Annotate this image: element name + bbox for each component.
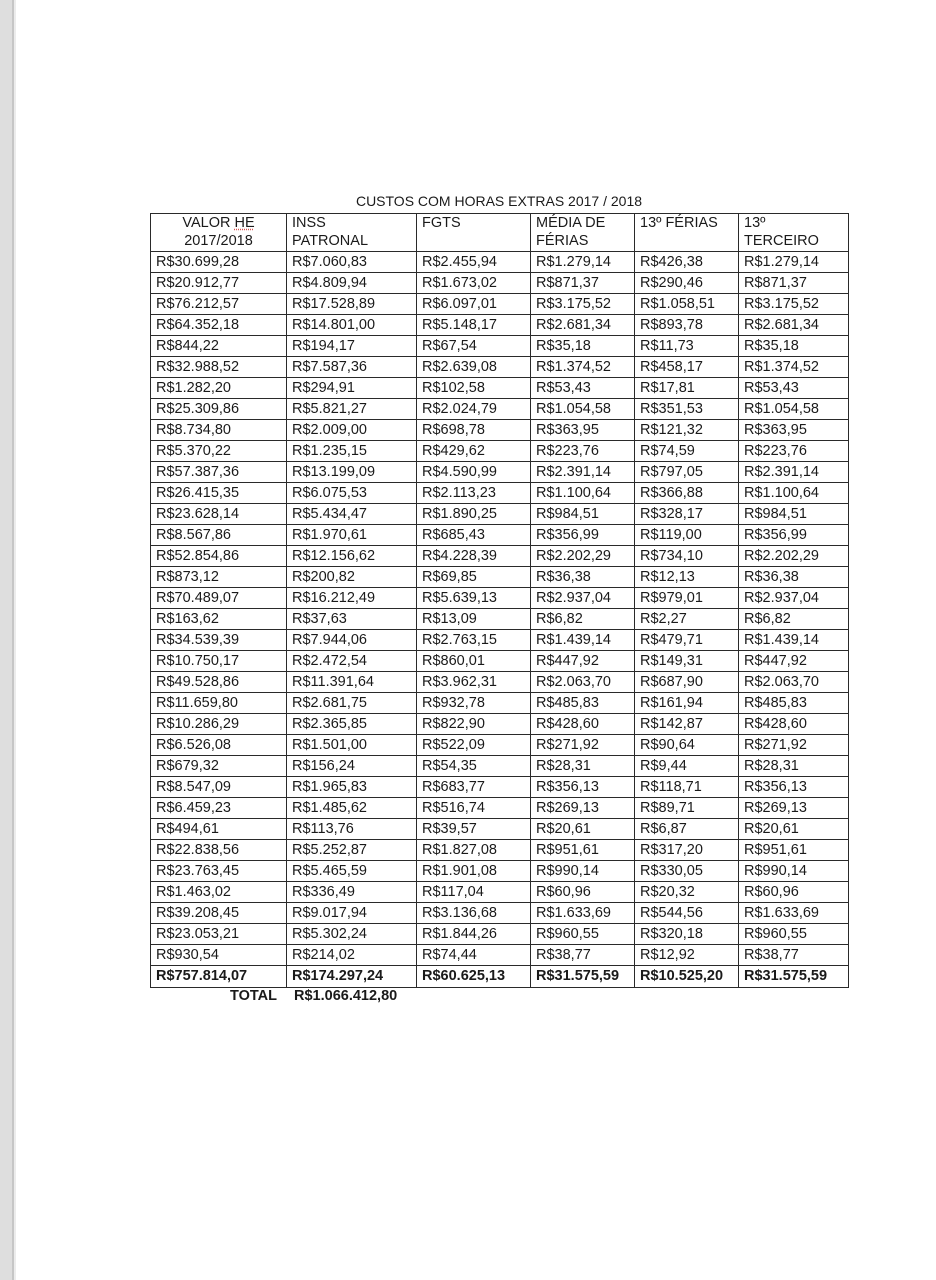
table-cell: R$8.567,86 xyxy=(151,525,287,546)
table-cell: R$39,57 xyxy=(417,819,531,840)
table-cell: R$1.374,52 xyxy=(531,357,635,378)
table-cell: R$1.844,26 xyxy=(417,924,531,945)
table-cell: R$294,91 xyxy=(287,378,417,399)
table-cell: R$113,76 xyxy=(287,819,417,840)
table-cell: R$873,12 xyxy=(151,567,287,588)
table-cell: R$1.282,20 xyxy=(151,378,287,399)
table-cell: R$271,92 xyxy=(531,735,635,756)
table-cell: R$1.054,58 xyxy=(531,399,635,420)
table-cell: R$2.391,14 xyxy=(531,462,635,483)
table-row xyxy=(151,819,849,840)
table-cell: R$118,71 xyxy=(635,777,739,798)
table-cell: R$363,95 xyxy=(531,420,635,441)
table-cell: R$36,38 xyxy=(531,567,635,588)
table-cell: R$57.387,36 xyxy=(151,462,287,483)
table-cell: R$1.439,14 xyxy=(739,630,849,651)
table-cell: R$271,92 xyxy=(739,735,849,756)
total-cell: R$31.575,59 xyxy=(739,966,849,988)
table-cell: R$30.699,28 xyxy=(151,252,287,273)
table-cell: R$54,35 xyxy=(417,756,531,777)
table-cell: R$860,01 xyxy=(417,651,531,672)
table-cell: R$1.058,51 xyxy=(635,294,739,315)
table-row xyxy=(151,735,849,756)
table-cell: R$3.175,52 xyxy=(739,294,849,315)
header-text: 2017/2018 xyxy=(184,233,253,249)
table-cell: R$1.463,02 xyxy=(151,882,287,903)
table-cell: R$200,82 xyxy=(287,567,417,588)
header-text: VALOR xyxy=(182,215,235,231)
table-row xyxy=(151,945,849,966)
table-cell: R$871,37 xyxy=(531,273,635,294)
table-cell: R$990,14 xyxy=(739,861,849,882)
table-cell: R$479,71 xyxy=(635,630,739,651)
table-cell: R$11.391,64 xyxy=(287,672,417,693)
table-cell: R$76.212,57 xyxy=(151,294,287,315)
table-cell: R$428,60 xyxy=(531,714,635,735)
table-cell: R$70.489,07 xyxy=(151,588,287,609)
table-cell: R$687,90 xyxy=(635,672,739,693)
table-row xyxy=(151,798,849,819)
table-header-row xyxy=(151,214,849,252)
table-cell: R$1.890,25 xyxy=(417,504,531,525)
table-cell: R$16.212,49 xyxy=(287,588,417,609)
table-cell: R$194,17 xyxy=(287,336,417,357)
table-row xyxy=(151,882,849,903)
table-cell: R$49.528,86 xyxy=(151,672,287,693)
table-row xyxy=(151,714,849,735)
table-cell: R$871,37 xyxy=(739,273,849,294)
header-valor-he xyxy=(151,214,287,252)
header-inss-patronal xyxy=(287,214,417,252)
table-cell: R$36,38 xyxy=(739,567,849,588)
table-cell: R$12,92 xyxy=(635,945,739,966)
table-cell: R$1.965,83 xyxy=(287,777,417,798)
table-cell: R$38,77 xyxy=(531,945,635,966)
header-media-ferias xyxy=(531,214,635,252)
table-cell: R$6,82 xyxy=(739,609,849,630)
table-cell: R$4.228,39 xyxy=(417,546,531,567)
table-cell: R$4.590,99 xyxy=(417,462,531,483)
table-cell: R$5.465,59 xyxy=(287,861,417,882)
table-cell: R$10.750,17 xyxy=(151,651,287,672)
header-text-spellcheck: HE xyxy=(234,215,255,231)
table-cell: R$2.009,00 xyxy=(287,420,417,441)
table-row xyxy=(151,651,849,672)
table-cell: R$485,83 xyxy=(739,693,849,714)
header-text: 13º FÉRIAS xyxy=(640,215,718,231)
table-cell: R$13,09 xyxy=(417,609,531,630)
table-cell: R$9.017,94 xyxy=(287,903,417,924)
table-cell: R$6.075,53 xyxy=(287,483,417,504)
overtime-costs-table xyxy=(150,213,849,988)
table-row xyxy=(151,609,849,630)
table-cell: R$90,64 xyxy=(635,735,739,756)
table-row xyxy=(151,378,849,399)
table-cell: R$2,27 xyxy=(635,609,739,630)
table-cell: R$17,81 xyxy=(635,378,739,399)
table-cell: R$1.279,14 xyxy=(531,252,635,273)
table-row xyxy=(151,252,849,273)
table-cell: R$60,96 xyxy=(531,882,635,903)
table-cell: R$67,54 xyxy=(417,336,531,357)
table-row xyxy=(151,672,849,693)
total-cell: R$757.814,07 xyxy=(151,966,287,988)
table-cell: R$290,46 xyxy=(635,273,739,294)
table-cell: R$683,77 xyxy=(417,777,531,798)
table-body xyxy=(151,252,849,966)
header-text: PATRONAL xyxy=(292,233,369,249)
table-cell: R$2.365,85 xyxy=(287,714,417,735)
table-row xyxy=(151,294,849,315)
table-cell: R$1.279,14 xyxy=(739,252,849,273)
header-text: MÉDIA DE xyxy=(536,215,606,231)
table-cell: R$6.526,08 xyxy=(151,735,287,756)
table-cell: R$28,31 xyxy=(739,756,849,777)
table-cell: R$447,92 xyxy=(739,651,849,672)
table-cell: R$990,14 xyxy=(531,861,635,882)
table-cell: R$20.912,77 xyxy=(151,273,287,294)
table-cell: R$69,85 xyxy=(417,567,531,588)
table-row xyxy=(151,588,849,609)
table-cell: R$1.100,64 xyxy=(739,483,849,504)
table-cell: R$1.374,52 xyxy=(739,357,849,378)
table-cell: R$9,44 xyxy=(635,756,739,777)
table-row xyxy=(151,840,849,861)
table-cell: R$64.352,18 xyxy=(151,315,287,336)
table-cell: R$330,05 xyxy=(635,861,739,882)
table-cell: R$121,32 xyxy=(635,420,739,441)
table-cell: R$336,49 xyxy=(287,882,417,903)
table-cell: R$685,43 xyxy=(417,525,531,546)
table-cell: R$53,43 xyxy=(531,378,635,399)
table-cell: R$1.633,69 xyxy=(531,903,635,924)
table-cell: R$6.459,23 xyxy=(151,798,287,819)
table-cell: R$23.763,45 xyxy=(151,861,287,882)
table-cell: R$366,88 xyxy=(635,483,739,504)
table-cell: R$356,13 xyxy=(531,777,635,798)
table-cell: R$8.547,09 xyxy=(151,777,287,798)
table-cell: R$1.501,00 xyxy=(287,735,417,756)
table-cell: R$960,55 xyxy=(739,924,849,945)
table-row xyxy=(151,546,849,567)
document-title: CUSTOS COM HORAS EXTRAS 2017 / 2018 xyxy=(355,193,643,209)
table-cell: R$447,92 xyxy=(531,651,635,672)
table-cell: R$2.763,15 xyxy=(417,630,531,651)
table-cell: R$35,18 xyxy=(739,336,849,357)
table-cell: R$1.054,58 xyxy=(739,399,849,420)
header-text: FGTS xyxy=(422,215,461,231)
table-cell: R$979,01 xyxy=(635,588,739,609)
table-cell: R$10.286,29 xyxy=(151,714,287,735)
table-cell: R$458,17 xyxy=(635,357,739,378)
table-cell: R$37,63 xyxy=(287,609,417,630)
table-cell: R$8.734,80 xyxy=(151,420,287,441)
table-cell: R$35,18 xyxy=(531,336,635,357)
table-cell: R$6,87 xyxy=(635,819,739,840)
table-cell: R$6.097,01 xyxy=(417,294,531,315)
table-row xyxy=(151,504,849,525)
table-cell: R$734,10 xyxy=(635,546,739,567)
table-row xyxy=(151,861,849,882)
table-row xyxy=(151,483,849,504)
table-cell: R$39.208,45 xyxy=(151,903,287,924)
table-cell: R$102,58 xyxy=(417,378,531,399)
table-row xyxy=(151,357,849,378)
table-cell: R$317,20 xyxy=(635,840,739,861)
table-cell: R$951,61 xyxy=(531,840,635,861)
table-cell: R$2.681,34 xyxy=(739,315,849,336)
table-cell: R$351,53 xyxy=(635,399,739,420)
table-cell: R$23.053,21 xyxy=(151,924,287,945)
table-cell: R$822,90 xyxy=(417,714,531,735)
table-cell: R$74,59 xyxy=(635,441,739,462)
table-cell: R$1.633,69 xyxy=(739,903,849,924)
table-cell: R$5.148,17 xyxy=(417,315,531,336)
table-cell: R$38,77 xyxy=(739,945,849,966)
table-cell: R$156,24 xyxy=(287,756,417,777)
grand-total xyxy=(230,986,397,1006)
table-cell: R$356,99 xyxy=(739,525,849,546)
table-cell: R$2.063,70 xyxy=(739,672,849,693)
total-cell: R$60.625,13 xyxy=(417,966,531,988)
table-cell: R$485,83 xyxy=(531,693,635,714)
table-cell: R$53,43 xyxy=(739,378,849,399)
total-cell: R$174.297,24 xyxy=(287,966,417,988)
table-cell: R$3.962,31 xyxy=(417,672,531,693)
table-row xyxy=(151,525,849,546)
grand-total-value: R$1.066.412,80 xyxy=(294,988,398,1004)
table-cell: R$32.988,52 xyxy=(151,357,287,378)
table-cell: R$6,82 xyxy=(531,609,635,630)
table-cell: R$52.854,86 xyxy=(151,546,287,567)
table-cell: R$1.100,64 xyxy=(531,483,635,504)
header-13-ferias xyxy=(635,214,739,252)
table-cell: R$320,18 xyxy=(635,924,739,945)
table-cell: R$2.113,23 xyxy=(417,483,531,504)
table-row xyxy=(151,336,849,357)
table-row xyxy=(151,315,849,336)
table-cell: R$930,54 xyxy=(151,945,287,966)
page-edge xyxy=(0,0,14,1280)
table-cell: R$3.175,52 xyxy=(531,294,635,315)
table-row xyxy=(151,756,849,777)
table-cell: R$797,05 xyxy=(635,462,739,483)
table-cell: R$14.801,00 xyxy=(287,315,417,336)
table-row xyxy=(151,924,849,945)
table-cell: R$25.309,86 xyxy=(151,399,287,420)
table-cell: R$2.937,04 xyxy=(739,588,849,609)
table-cell: R$698,78 xyxy=(417,420,531,441)
table-cell: R$20,32 xyxy=(635,882,739,903)
table-cell: R$522,09 xyxy=(417,735,531,756)
table-cell: R$893,78 xyxy=(635,315,739,336)
table-cell: R$12.156,62 xyxy=(287,546,417,567)
table-cell: R$13.199,09 xyxy=(287,462,417,483)
table-cell: R$426,38 xyxy=(635,252,739,273)
table-row xyxy=(151,567,849,588)
table-cell: R$1.235,15 xyxy=(287,441,417,462)
table-cell: R$23.628,14 xyxy=(151,504,287,525)
table-row xyxy=(151,420,849,441)
table-cell: R$4.809,94 xyxy=(287,273,417,294)
table-cell: R$5.821,27 xyxy=(287,399,417,420)
table-row xyxy=(151,777,849,798)
header-text: INSS xyxy=(292,215,326,231)
table-cell: R$844,22 xyxy=(151,336,287,357)
table-cell: R$494,61 xyxy=(151,819,287,840)
header-fgts xyxy=(417,214,531,252)
table-cell: R$117,04 xyxy=(417,882,531,903)
table-cell: R$2.063,70 xyxy=(531,672,635,693)
table-cell: R$74,44 xyxy=(417,945,531,966)
table-cell: R$356,13 xyxy=(739,777,849,798)
table-cell: R$161,94 xyxy=(635,693,739,714)
table-cell: R$984,51 xyxy=(739,504,849,525)
table-cell: R$26.415,35 xyxy=(151,483,287,504)
table-row xyxy=(151,903,849,924)
total-cell: R$31.575,59 xyxy=(531,966,635,988)
table-cell: R$20,61 xyxy=(739,819,849,840)
table-cell: R$2.024,79 xyxy=(417,399,531,420)
table-cell: R$363,95 xyxy=(739,420,849,441)
table-row xyxy=(151,441,849,462)
table-cell: R$1.485,62 xyxy=(287,798,417,819)
table-cell: R$3.136,68 xyxy=(417,903,531,924)
table-row xyxy=(151,630,849,651)
table-cell: R$1.673,02 xyxy=(417,273,531,294)
grand-total-label: TOTAL xyxy=(230,988,277,1004)
table-cell: R$223,76 xyxy=(531,441,635,462)
table-cell: R$428,60 xyxy=(739,714,849,735)
table-cell: R$11.659,80 xyxy=(151,693,287,714)
table-cell: R$2.455,94 xyxy=(417,252,531,273)
table-cell: R$544,56 xyxy=(635,903,739,924)
table-cell: R$2.639,08 xyxy=(417,357,531,378)
table-cell: R$163,62 xyxy=(151,609,287,630)
table-cell: R$142,87 xyxy=(635,714,739,735)
table-row xyxy=(151,399,849,420)
table-cell: R$20,61 xyxy=(531,819,635,840)
table-cell: R$932,78 xyxy=(417,693,531,714)
table-cell: R$2.202,29 xyxy=(531,546,635,567)
table-cell: R$679,32 xyxy=(151,756,287,777)
table-cell: R$328,17 xyxy=(635,504,739,525)
column-totals-row xyxy=(151,966,849,988)
header-text: FÉRIAS xyxy=(536,233,589,249)
table-cell: R$984,51 xyxy=(531,504,635,525)
table-cell: R$960,55 xyxy=(531,924,635,945)
table-cell: R$34.539,39 xyxy=(151,630,287,651)
table-row xyxy=(151,462,849,483)
table-cell: R$149,31 xyxy=(635,651,739,672)
table-cell: R$5.370,22 xyxy=(151,441,287,462)
header-text: 13º xyxy=(744,215,766,231)
table-cell: R$1.970,61 xyxy=(287,525,417,546)
table-cell: R$5.434,47 xyxy=(287,504,417,525)
table-cell: R$11,73 xyxy=(635,336,739,357)
table-cell: R$1.901,08 xyxy=(417,861,531,882)
table-cell: R$5.252,87 xyxy=(287,840,417,861)
table-cell: R$269,13 xyxy=(739,798,849,819)
table-cell: R$2.937,04 xyxy=(531,588,635,609)
table-cell: R$223,76 xyxy=(739,441,849,462)
table-cell: R$2.391,14 xyxy=(739,462,849,483)
table-cell: R$7.944,06 xyxy=(287,630,417,651)
table-cell: R$119,00 xyxy=(635,525,739,546)
table-cell: R$12,13 xyxy=(635,567,739,588)
table-cell: R$1.827,08 xyxy=(417,840,531,861)
table-cell: R$5.639,13 xyxy=(417,588,531,609)
table-cell: R$356,99 xyxy=(531,525,635,546)
table-cell: R$214,02 xyxy=(287,945,417,966)
header-13-terceiro xyxy=(739,214,849,252)
table-cell: R$2.472,54 xyxy=(287,651,417,672)
table-cell: R$2.681,75 xyxy=(287,693,417,714)
table-cell: R$951,61 xyxy=(739,840,849,861)
table-cell: R$5.302,24 xyxy=(287,924,417,945)
table-cell: R$28,31 xyxy=(531,756,635,777)
table-cell: R$89,71 xyxy=(635,798,739,819)
table-cell: R$2.202,29 xyxy=(739,546,849,567)
table-cell: R$17.528,89 xyxy=(287,294,417,315)
table-cell: R$60,96 xyxy=(739,882,849,903)
header-text: TERCEIRO xyxy=(744,233,819,249)
table-row xyxy=(151,273,849,294)
table-cell: R$269,13 xyxy=(531,798,635,819)
table-cell: R$7.060,83 xyxy=(287,252,417,273)
table-cell: R$1.439,14 xyxy=(531,630,635,651)
table-cell: R$7.587,36 xyxy=(287,357,417,378)
table-cell: R$429,62 xyxy=(417,441,531,462)
table-cell: R$2.681,34 xyxy=(531,315,635,336)
table-cell: R$516,74 xyxy=(417,798,531,819)
table-cell: R$22.838,56 xyxy=(151,840,287,861)
total-cell: R$10.525,20 xyxy=(635,966,739,988)
table-row xyxy=(151,693,849,714)
